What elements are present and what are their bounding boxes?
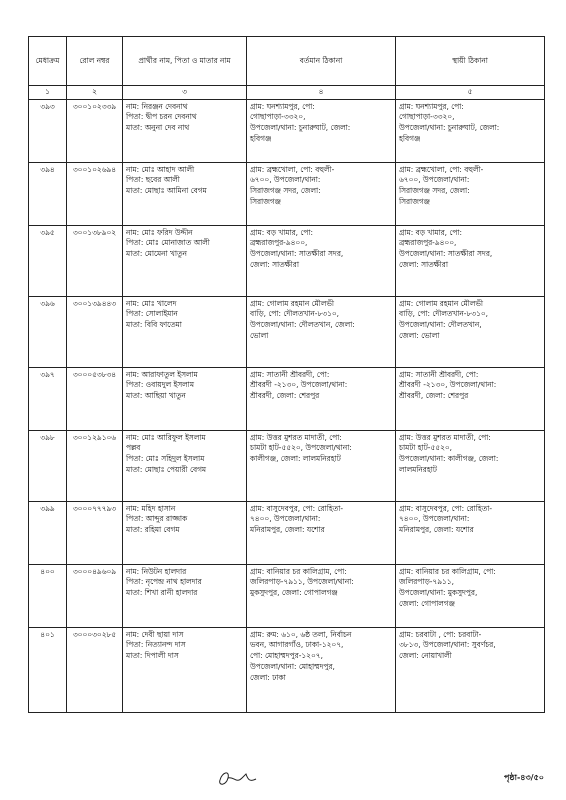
roll-cell: ৩০০১৩৯৪৪৩ (67, 296, 123, 367)
permanent-address-line: জেলা: ভোলা (399, 330, 440, 340)
header-serial: মেধাক্রম (29, 37, 67, 86)
present-address-line: উপজেলা/থানা: সাতক্ষীরা সদর, (250, 249, 344, 259)
present-address-line: গ্রাম: বড় খামার, পো: (250, 227, 314, 237)
permanent-address-line: গ্রাম: চরবাটা , পো: চরবাটা- (399, 629, 482, 639)
present-address-line: হবিগঞ্জ (250, 133, 272, 143)
permanent-address-line: উপজেলা/থানা: মুকসুদপুর, (399, 588, 478, 598)
serial-cell: ৪০০ (29, 564, 67, 627)
serial-cell: ৩৯৪ (29, 162, 67, 225)
name-line: পিতা: নৃপেন্দ্র নাথ হালদার (126, 577, 202, 587)
name-line: মাতা: মোমেনা খাতুন (126, 249, 187, 259)
header-permanent-address: স্থায়ী ঠিকানা (396, 37, 545, 86)
present-address-cell (247, 564, 396, 627)
name-line: নাম: নিরঞ্জন দেবনাথ (126, 101, 188, 111)
name-line: নাম: নিউটন হালদার (126, 566, 187, 576)
name-line: পল্লব (126, 443, 141, 453)
present-address-line: উপজেলা/থানা: মোহাম্মদপুর, (250, 661, 335, 671)
name-cell (123, 296, 247, 367)
permanent-address-line: গ্রাম: গোলাম রহমান মৌলভী (399, 298, 484, 308)
present-address-cell (247, 430, 396, 501)
name-line: মাতা: আছিয়া খাতুন (126, 391, 186, 401)
permanent-address-line: গোছাপাড়া-৩৩২০, (399, 112, 455, 122)
permanent-address-line: লালমনিরহাট (399, 464, 437, 474)
name-line: নাম: আরাফাতুল ইসলাম (126, 369, 198, 379)
header-present-address: বর্তমান ঠিকানা (247, 37, 396, 86)
present-address-line: গ্রাম: ঘনশ্যামপুর, পো: (250, 101, 315, 111)
present-address-line: গ্রাম: সাতানী শ্রীবরদী, পো: (250, 369, 330, 379)
table-row (29, 564, 545, 627)
permanent-address-line: গ্রাম: বাসুদেবপুর, পো: রোহিতা- (399, 503, 493, 513)
serial-cell: ৩৯৩ (29, 99, 67, 162)
permanent-address-line: সিরাজগঞ্জ সদর, জেলা: (399, 186, 470, 196)
column-number: ২ (67, 86, 123, 100)
name-cell (123, 225, 247, 296)
permanent-address-line: জেলা: নোয়াখালী (399, 651, 452, 661)
roll-cell: ৩০০০৪৯৬০৯ (67, 564, 123, 627)
present-address-line: গ্রাম: বাসুদেবপুর, পো: রোহিতা- (250, 503, 344, 513)
permanent-address-cell (396, 564, 545, 627)
roll-cell: ৩০০০৩০২৮৫ (67, 627, 123, 712)
table-row (29, 627, 545, 712)
header-roll: রোল নম্বর (67, 37, 123, 86)
header-row (29, 37, 545, 86)
present-address-line: গ্রাম: বানিয়ার চর কালিগ্রাম, পো: (250, 566, 347, 576)
serial-cell: ৩৯৭ (29, 367, 67, 430)
roll-cell: ৩০০১২৯১০৬ (67, 430, 123, 501)
permanent-address-line: উপজেলা/থানা: কালীগঞ্জ, জেলা: (399, 454, 499, 464)
header-name: প্রার্থীর নাম, পিতা ও মাতার নাম (123, 37, 247, 86)
present-address-line: পো: মোহাম্মদপুর-১২০৭, (250, 651, 323, 661)
present-address-line: ভবন, আগারগাঁও, ঢাকা-১২০৭, (250, 640, 344, 650)
name-line: পিতা: সোলাইমান (126, 309, 178, 319)
permanent-address-line: সিরাজগঞ্জ (399, 196, 430, 206)
permanent-address-line: চামটা হাট-৫৫২০, (399, 443, 453, 453)
name-line: পিতা: ছবের আলী (126, 175, 180, 185)
name-line: পিতা: দ্বীপ চরন দেবনাথ (126, 112, 197, 122)
present-address-line: ৬৭০০, উপজেলা/থানা: (250, 175, 321, 185)
present-address-line: গ্রাম: গোলাম রহমান মৌলভী (250, 298, 335, 308)
name-cell (123, 564, 247, 627)
serial-cell: ৩৯৬ (29, 296, 67, 367)
present-address-line: গ্রাম: ব্রহ্মখোলা, পো: বহুলী- (250, 164, 335, 174)
name-line: নাম: মোঃ খালেদ (126, 298, 177, 308)
permanent-address-cell (396, 430, 545, 501)
name-line: মাতা: শিখা রানী হালদার (126, 588, 198, 598)
table-row (29, 162, 545, 225)
present-address-cell (247, 501, 396, 564)
present-address-cell (247, 627, 396, 712)
table-row (29, 367, 545, 430)
present-address-line: শ্রীবরদী, জেলা: শেরপুর (250, 391, 320, 401)
present-address-line: শ্রীবরদী -২১৩০, উপজেলা/থানা: (250, 380, 348, 390)
present-address-line: সিরাজগঞ্জ সদর, জেলা: (250, 186, 321, 196)
candidate-table (28, 36, 545, 713)
present-address-line: গোছাপাড়া-৩৩২০, (250, 112, 306, 122)
roll-cell: ৩০০০৫৩৮৩৪ (67, 367, 123, 430)
name-line: নাম: মোঃ আহাদ আলী (126, 164, 195, 174)
permanent-address-cell (396, 162, 545, 225)
name-line: নাম: মোঃ আরিফুল ইসলাম (126, 432, 206, 442)
serial-cell: ৩৯৯ (29, 501, 67, 564)
present-address-cell (247, 99, 396, 162)
permanent-address-cell (396, 627, 545, 712)
serial-cell: ৩৯৮ (29, 430, 67, 501)
permanent-address-line: গ্রাম: ব্রহ্মখোলা, পো: বহুলী- (399, 164, 484, 174)
present-address-line: চামটা হাট-৫৫২০, উপজেলা/থানা: (250, 443, 352, 453)
present-address-line: গ্রাম: উত্তর মুশরত মাদাতী, পো: (250, 432, 342, 442)
present-address-cell (247, 225, 396, 296)
name-line: মাতা: অনুনা দেব নাথ (126, 123, 190, 133)
name-line: নাম: মহিদ হাসান (126, 503, 176, 513)
permanent-address-cell (396, 296, 545, 367)
permanent-address-line: গ্রাম: বড় খামার, পো: (399, 227, 463, 237)
present-address-line: কালীগঞ্জ, জেলা: লালমনিরহাট (250, 454, 341, 464)
table-row (29, 501, 545, 564)
present-address-line: উপজেলা/থানা: চুনারুঘাট, জেলা: (250, 123, 351, 133)
permanent-address-line: বাড়ি, পো: দৌলতখান-৮৩১০, (399, 309, 489, 319)
table-body (29, 99, 545, 712)
present-address-line: জেলা: ঢাকা (250, 672, 286, 682)
present-address-cell (247, 296, 396, 367)
permanent-address-line: শ্রীবরদী, জেলা: শেরপুর (399, 391, 469, 401)
permanent-address-line: জেলা: গোপালগঞ্জ (399, 598, 455, 608)
permanent-address-cell (396, 99, 545, 162)
name-line: নাম: মোঃ ফরিদ উদ্দীন (126, 227, 193, 237)
name-line: মাতা: দিপালী দাস (126, 651, 179, 661)
name-cell (123, 99, 247, 162)
present-address-line: উপজেলা/থানা: দৌলতখান, জেলা: (250, 320, 355, 330)
permanent-address-line: জলিরপাড়-৭৯১১, (399, 577, 454, 587)
permanent-address-cell (396, 225, 545, 296)
page-number: পৃষ্ঠা-৪৩/৫০ (504, 773, 544, 782)
present-address-cell (247, 367, 396, 430)
present-address-line: সিরাজগঞ্জ (250, 196, 281, 206)
roll-cell: ৩০০১০২৬৯৪ (67, 162, 123, 225)
roll-cell: ৩০০০৭৭৭৯৩ (67, 501, 123, 564)
permanent-address-cell (396, 501, 545, 564)
name-line: পিতা: ওবায়দুল ইসলাম (126, 380, 194, 390)
name-line: পিতা: মোঃ মোনাজাত আলী (126, 238, 210, 248)
table-row (29, 225, 545, 296)
present-address-line: গ্রাম: রুম: ৬১০, ৬ষ্ঠ তলা, নির্বাচন (250, 629, 352, 639)
permanent-address-line: উপজেলা/থানা: দৌলতখান, (399, 320, 482, 330)
present-address-line: ভোলা (250, 330, 269, 340)
roll-cell: ৩০০১০২৩৩৯ (67, 99, 123, 162)
column-number: ৩ (123, 86, 247, 100)
serial-cell: ৩৯৫ (29, 225, 67, 296)
permanent-address-line: হবিগঞ্জ (399, 133, 421, 143)
present-address-line: ব্রহ্মরাজপুর-৯৪০০, (250, 238, 308, 248)
present-address-line: মুকসুদপুর, জেলা: গোপালগঞ্জ (250, 588, 338, 598)
name-line: পিতা: আব্দুর রাজ্জাক (126, 514, 188, 524)
permanent-address-line: উপজেলা/থানা: সাতক্ষীরা সদর, (399, 249, 493, 259)
name-line: মাতা: মোছাঃ পেয়ারী বেগম (126, 464, 207, 474)
table-row (29, 296, 545, 367)
present-address-cell (247, 162, 396, 225)
present-address-line: বাড়ি, পো: দৌলতখান-৮৩১০, (250, 309, 340, 319)
permanent-address-cell (396, 367, 545, 430)
permanent-address-line: ৩৮১৩, উপজেলা/থানা: সুবর্ণচর, (399, 640, 496, 650)
present-address-line: মনিরামপুর, জেলা: যশোর (250, 525, 325, 535)
name-line: মাতা: বিবি ফাতেমা (126, 320, 182, 330)
roll-cell: ৩০০১৩৮৯০২ (67, 225, 123, 296)
permanent-address-line: মনিরামপুর, জেলা: যশোর (399, 525, 474, 535)
name-cell (123, 430, 247, 501)
table-row (29, 430, 545, 501)
column-number-row (29, 86, 545, 100)
serial-cell: ৪০১ (29, 627, 67, 712)
name-cell (123, 627, 247, 712)
present-address-line: ৭৪০০, উপজেলা/থানা: (250, 514, 321, 524)
permanent-address-line: উপজেলা/থানা: চুনারুঘাট, জেলা: (399, 123, 500, 133)
name-line: নাম: দেবী ছায়া দাস (126, 629, 184, 639)
present-address-line: জলিরপাড়-৭৯১১, উপজেলা/থানা: (250, 577, 354, 587)
permanent-address-line: গ্রাম: ঘনশ্যামপুর, পো: (399, 101, 464, 111)
name-line: পিতা: মোঃ সহিদুল ইসলাম (126, 454, 205, 464)
name-line: পিতা: নিত্যানন্দ দাস (126, 640, 186, 650)
present-address-line: জেলা: সাতক্ষীরা (250, 259, 299, 269)
permanent-address-line: গ্রাম: বানিয়ার চর কালিগ্রাম, পো: (399, 566, 496, 576)
name-line: মাতা: রহিমা বেগম (126, 525, 180, 535)
permanent-address-line: শ্রীবরদী -২১৩০, উপজেলা/থানা: (399, 380, 497, 390)
permanent-address-line: গ্রাম: উত্তর মুশরত মাদাতী, পো: (399, 432, 491, 442)
signature (212, 766, 260, 790)
permanent-address-line: ৬৭০০, উপজেলা/থানা: (399, 175, 470, 185)
column-number: ৫ (396, 86, 545, 100)
permanent-address-line: ব্রহ্মরাজপুর-৯৪০০, (399, 238, 457, 248)
name-line: মাতা: মোছাঃ আমিনা বেগম (126, 186, 207, 196)
table-row (29, 99, 545, 162)
name-cell (123, 501, 247, 564)
name-cell (123, 367, 247, 430)
column-number: ১ (29, 86, 67, 100)
name-cell (123, 162, 247, 225)
permanent-address-line: গ্রাম: সাতানী শ্রীবরদী, পো: (399, 369, 479, 379)
permanent-address-line: ৭৪০০, উপজেলা/থানা: (399, 514, 470, 524)
column-number: ৪ (247, 86, 396, 100)
permanent-address-line: জেলা: সাতক্ষীরা (399, 259, 448, 269)
